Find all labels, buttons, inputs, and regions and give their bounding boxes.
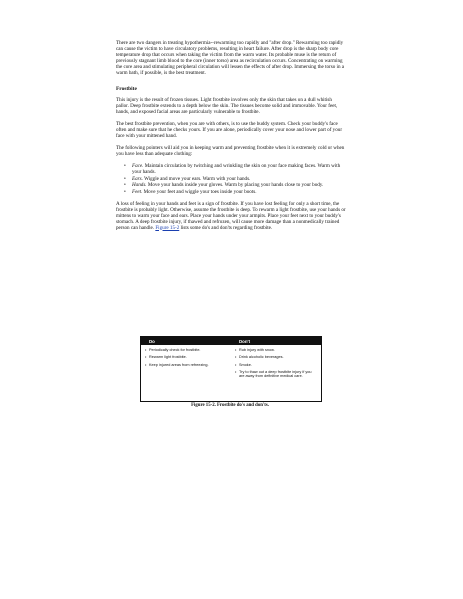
pointers-list	[116, 163, 346, 195]
figure-link[interactable]: Figure 15-2	[155, 224, 180, 231]
header-dont: Don't	[239, 338, 251, 344]
dont-item: • Drink alcoholic beverages.	[235, 355, 284, 360]
dont-item: • Try to thaw out a deep frostbite injury if you are away from definitive medical care.	[235, 369, 312, 379]
section-heading-frostbite: Frostbite	[116, 86, 137, 92]
list-item: • Ears. Wiggle and move your ears. Warm with your hands.	[132, 176, 346, 182]
list-item: • Feet. Move your feet and wiggle your toes inside your boots.	[132, 189, 346, 195]
document-page	[116, 40, 346, 237]
list-item: • Face. Maintain circulation by twitching and wrinkling the skin on your face making faces. Warm with your hands.	[132, 163, 346, 175]
dont-item: • Rub injury with snow.	[235, 348, 275, 352]
list-item: • Hands. Move your hands inside your gloves. Warm by placing your hands close to your body.	[132, 182, 346, 188]
table-body	[141, 345, 321, 381]
pointers-intro-paragraph: The following pointers will aid you in keeping warm and preventing frostbite when it is extremely cold or when you have less than adequate clothing:	[116, 145, 345, 157]
do-item: • Keep injured areas from refreezing.	[145, 362, 209, 367]
figure-caption: Figure 15-2. Frostbite do's and don'ts.	[191, 403, 269, 408]
dont-column	[231, 345, 321, 381]
frostbite-definition-paragraph: This injury is the result of frozen tissues. Light frostbite involves only the skin that takes on a dull whitish pallor. Deep frostbite extends to a depth below the skin. The tissues become solid and immovable. Your feet, hands, and exposed facial areas are particularly vulnerable to frostbite.	[116, 97, 338, 115]
table-header-row	[141, 337, 321, 345]
dont-item: • Smoke.	[235, 362, 252, 367]
prevention-paragraph: The best frostbite prevention, when you are with others, is to use the buddy system. Check your buddy's face often and make sure that he checks yours. If you are alone, periodically cover your nose and lower part of your face with your mittened hand.	[116, 121, 343, 139]
header-do: Do	[149, 338, 155, 344]
rewarming-paragraph: A loss of feeling in your hands and feet is a sign of frostbite. If you have lost feeling for only a short time, the frostbite is probably light. Otherwise, assume the frostbite is deep. To rewarm a light frostbite, use your hands or mittens to warm your face and ears. Place your hands under your armpits. Place your feet next to your buddy's stomach. A deep frostbite injury, if thawed and refrozen, will cause more damage than a nonmedically trained person can handle. Figure 15-2 lists some do's and don'ts regarding frostbite.	[116, 200, 346, 231]
do-item: • Periodically check for frostbite.	[145, 348, 201, 352]
do-item: • Rewarm light frostbite.	[145, 355, 187, 360]
hypothermia-paragraph: There are two dangers in treating hypothermia--rewarming too rapidly and "after drop." Rewarming too rapidly can cause the victim to have circulatory problems, resulting in heart failure. After drop is the sharp body core temperature drop that occurs when taking the victim from the warm water. Its probable muse is the return of previously stagnant limb blood to the core (inner torso) area as recirculation occurs. Concentrating on warming the core area and stimulating peripheral circulation will lessen the effects of after drop. Immersing the torso in a warm bath, if possible, is the best treatment.	[116, 40, 345, 76]
frostbite-dos-donts-table	[140, 336, 322, 402]
do-column	[141, 345, 231, 381]
